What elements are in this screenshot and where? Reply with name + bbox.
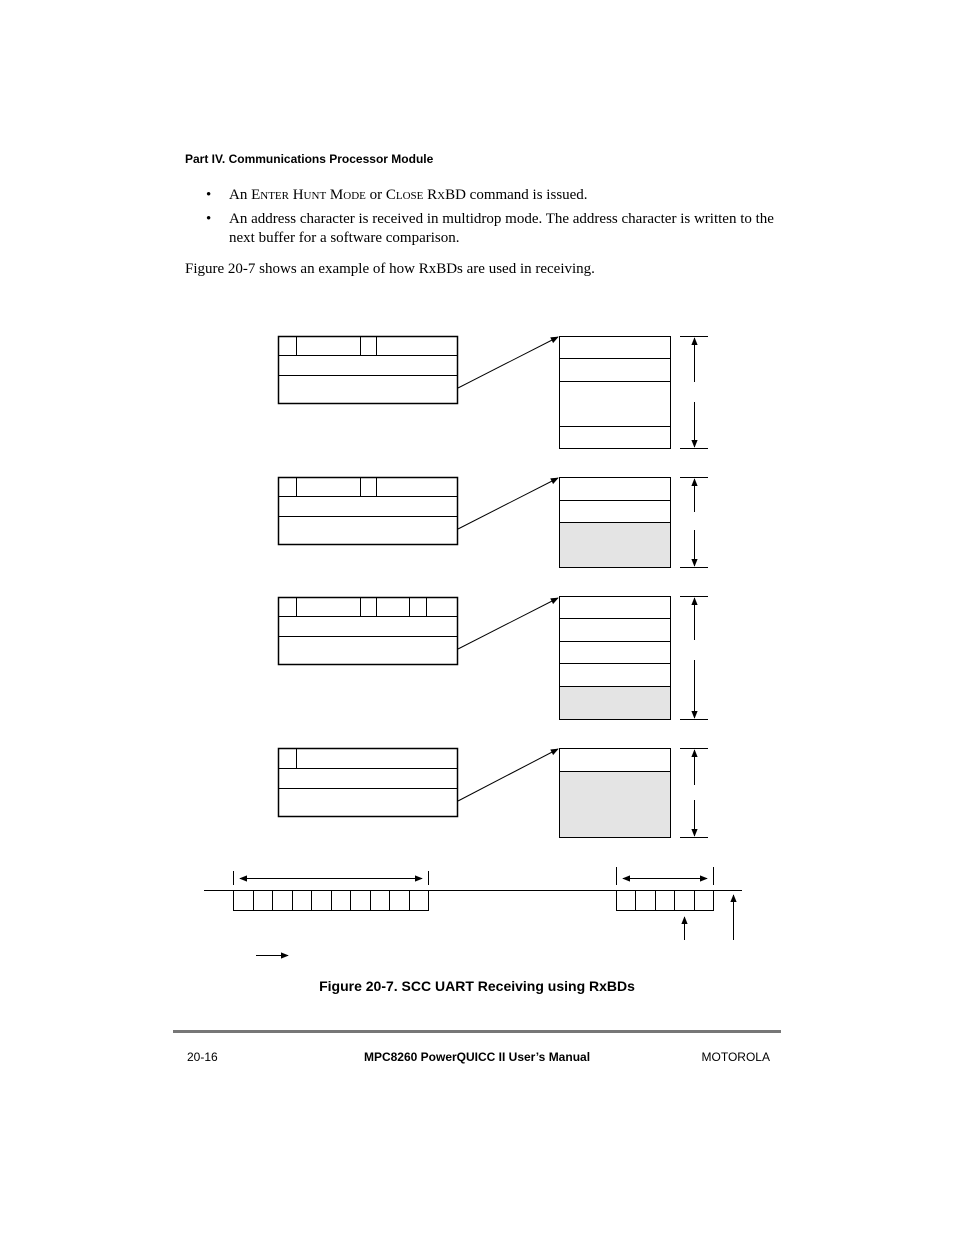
buffer-length-marker-2 <box>680 478 708 568</box>
bullet-text-mid: or <box>365 187 386 203</box>
data-buffer-4 <box>560 749 671 838</box>
pointer-arrow-2 <box>458 478 558 529</box>
footer-rule <box>173 1030 781 1033</box>
character-stream-group-2 <box>617 867 714 911</box>
buffer-descriptor-4 <box>279 749 458 817</box>
company-name: MOTOROLA <box>701 1050 770 1064</box>
bullet-dot: • <box>206 211 212 227</box>
bullet-text: An address character is received in multidrop mode. The address character is written to the next buffer for a software comparison. <box>229 211 774 246</box>
bullet-dot: • <box>206 187 212 203</box>
data-buffer-2 <box>560 478 671 568</box>
buffer-length-marker-1 <box>680 337 708 449</box>
buffer-descriptor-2 <box>279 478 458 545</box>
running-header: Part IV. Communications Processor Module <box>185 152 434 166</box>
buffer-descriptor-1 <box>279 337 458 404</box>
command-close-rxbd: Close RxBD <box>385 187 466 203</box>
pointer-arrow-4 <box>458 749 558 801</box>
character-stream-group-1 <box>234 871 429 911</box>
bullet-text-suffix: command is issued. <box>465 187 588 203</box>
pointer-arrow-3 <box>458 598 558 649</box>
figure-caption: Figure 20-7. SCC UART Receiving using RxBDs <box>319 978 635 994</box>
buffer-descriptor-3 <box>279 598 458 665</box>
command-enter-hunt-mode: Enter Hunt Mode <box>251 187 366 203</box>
buffer-length-marker-4 <box>680 749 708 838</box>
manual-title: MPC8260 PowerQUICC II User’s Manual <box>363 1050 591 1064</box>
data-buffer-1 <box>560 337 671 449</box>
buffer-length-marker-3 <box>680 597 708 720</box>
bullet-text-prefix: An <box>229 187 252 203</box>
data-buffer-3 <box>560 597 671 720</box>
pointer-arrow-1 <box>458 337 558 388</box>
body-paragraph: Figure 20-7 shows an example of how RxBDs are used in receiving. <box>185 261 595 277</box>
page-number: 20-16 <box>187 1050 218 1064</box>
